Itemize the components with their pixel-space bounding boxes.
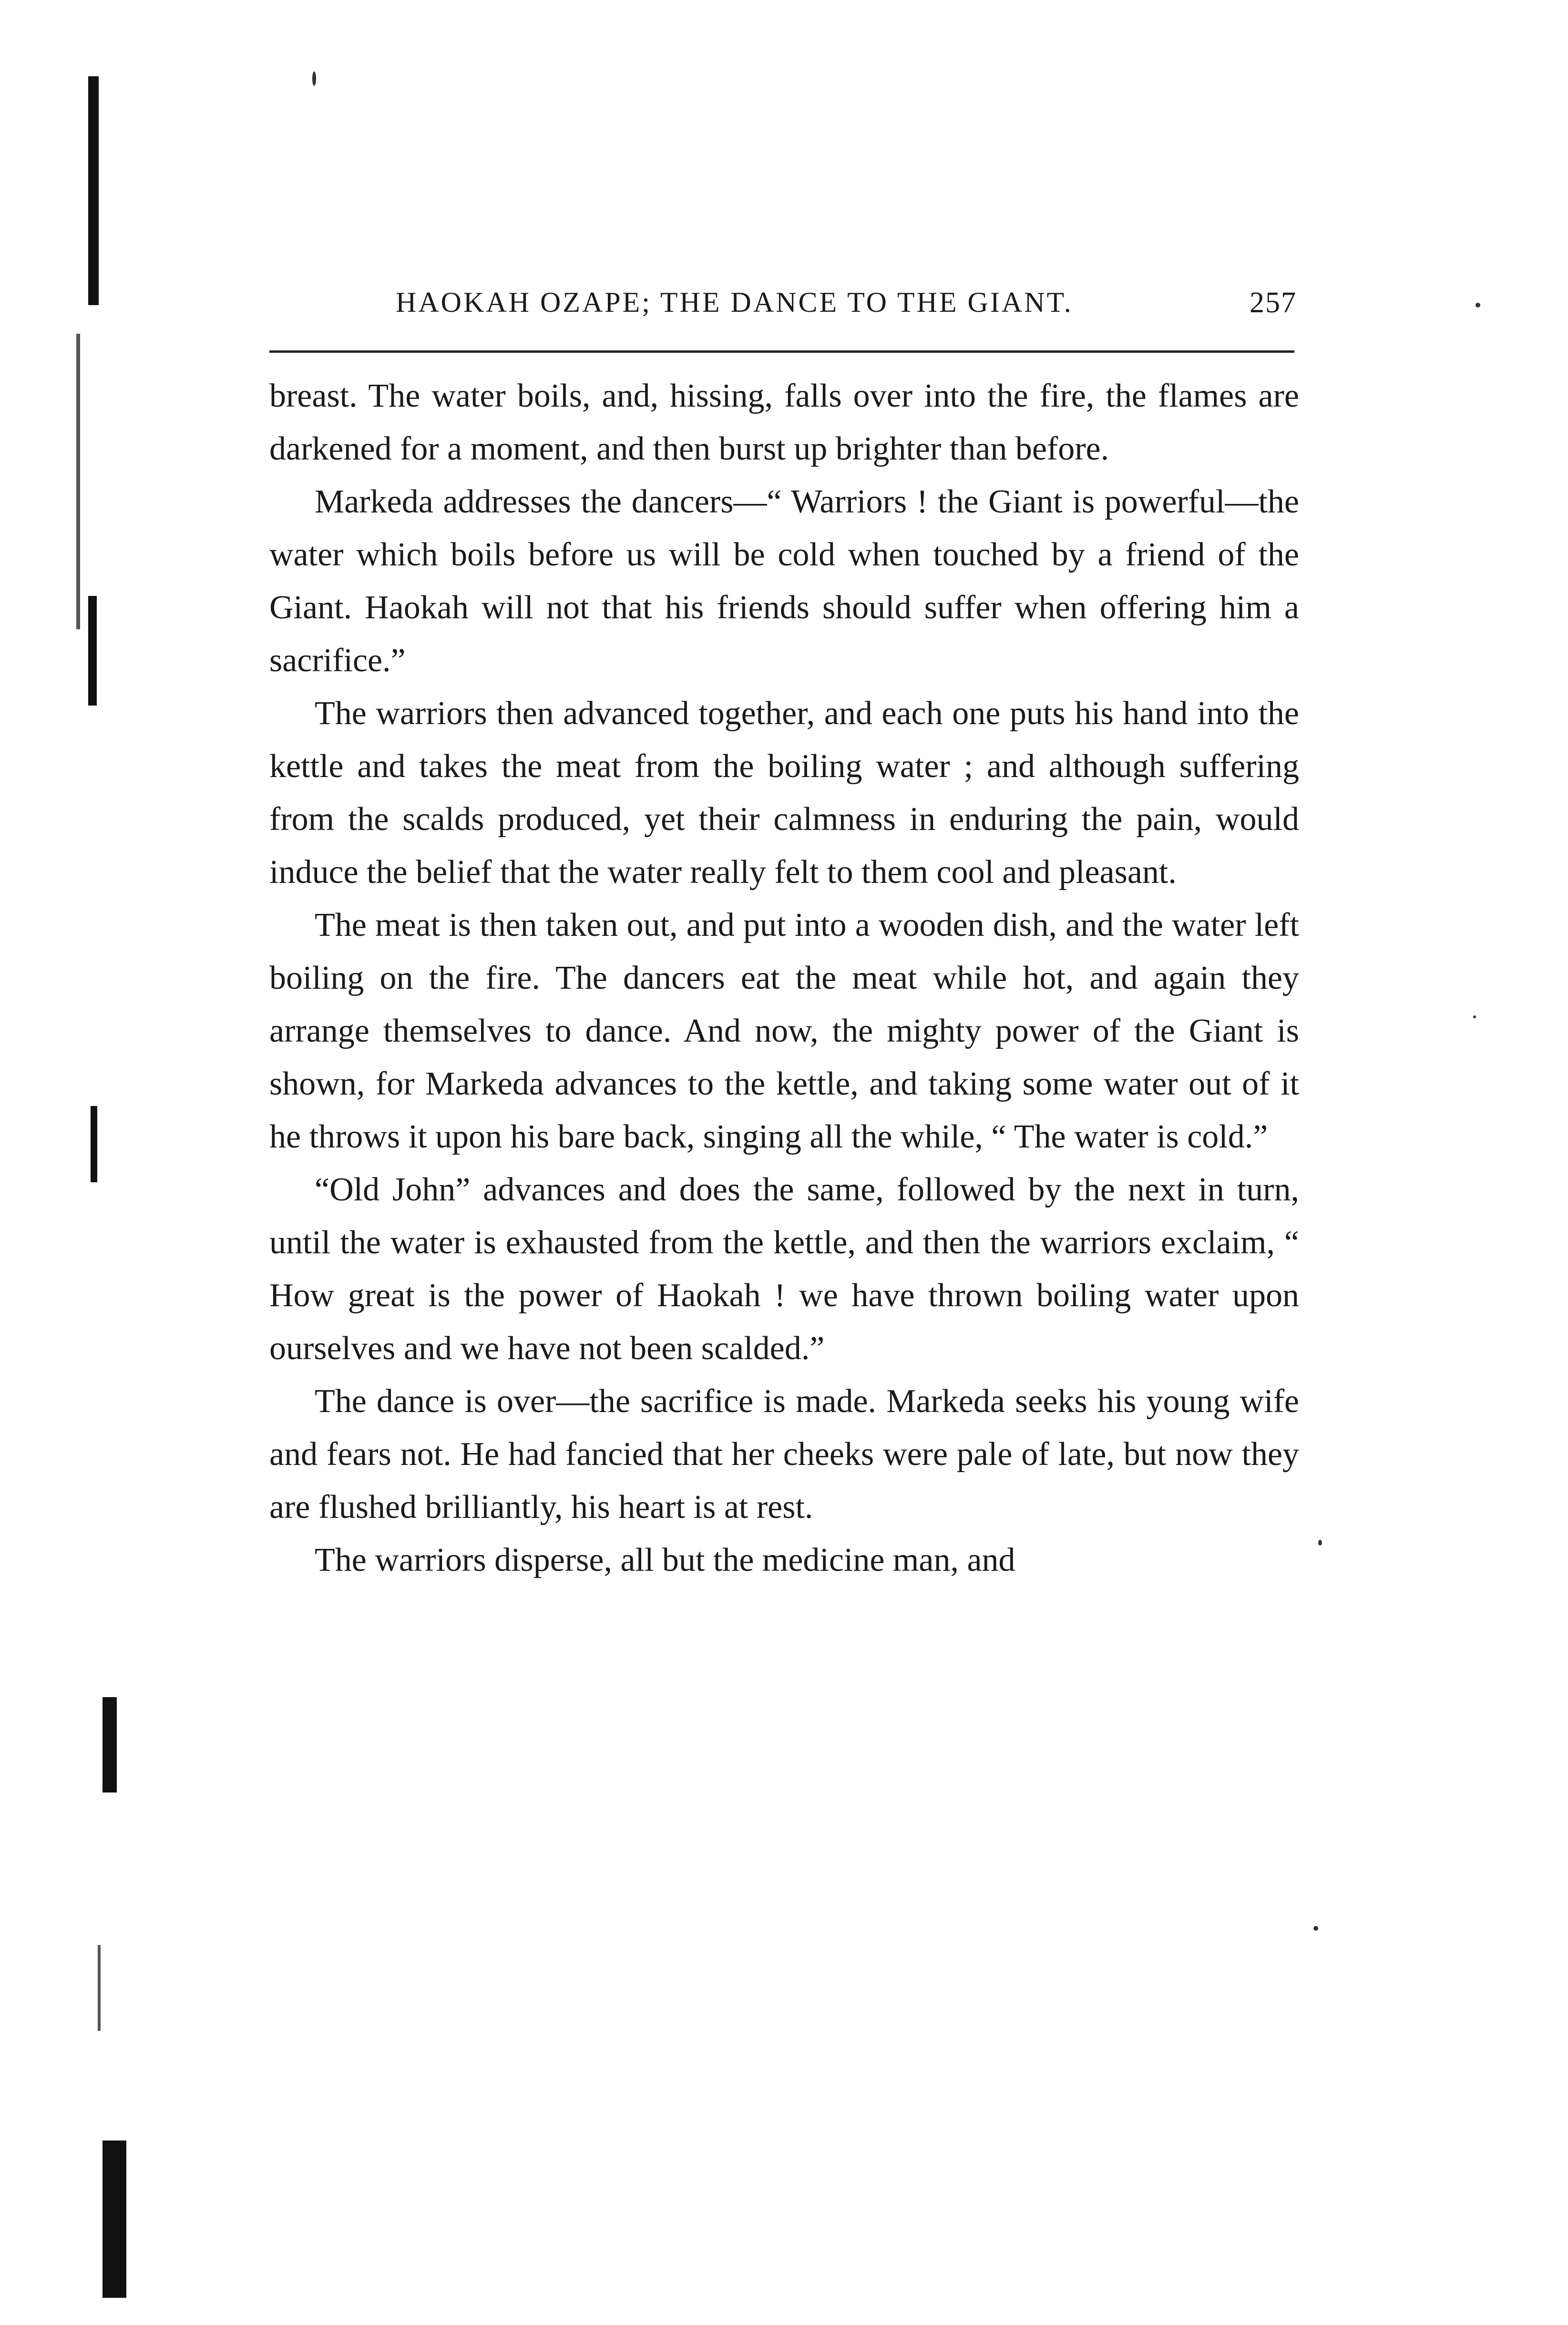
ink-speck	[1473, 1015, 1476, 1018]
paragraph: The dance is over—the sacrifice is made. Markeda seeks his young wife and fears not. He had fancied that her cheeks were pale of late, but now they are flushed brilliantly, his heart is at rest.	[269, 1383, 1299, 1526]
paragraph: breast. The water boils, and, hissing, falls over into the fire, the flames are darkened for a moment, and then burst up brighter than before.	[269, 378, 1299, 467]
paragraph: The meat is then taken out, and put into a wooden dish, and the water left boiling on the fire. The dancers eat the meat while hot, and again they arrange themselves to dance. And now, the mighty power of the Giant is shown, for Markeda advances to the kettle, and taking some water out of it he throws it upon his bare back, singing all the while, “ The water is cold.”	[269, 907, 1299, 1155]
binding-edge-mark	[98, 1945, 101, 2031]
ink-speck	[312, 72, 316, 86]
ink-speck	[1476, 303, 1480, 307]
page-number: 257	[1250, 287, 1297, 319]
paragraph: “Old John” advances and does the same, followed by the next in turn, until the water is exhausted from the kettle, and then the warriors exclaim, “ How great is the power of Haokah ! we have thrown boiling water upon ourselves and we have not been scalded.”	[269, 1171, 1299, 1367]
binding-edge-mark	[76, 334, 80, 629]
paragraph: The warriors disperse, all but the medicine man, and	[315, 1542, 1015, 1578]
paragraph: The warriors then advanced together, and each one puts his hand into the kettle and takes the meat from the boiling water ; and although suffering from the scalds produced, yet their calmness in enduring the pain, would induce the belief that the water really felt to them cool and pleasant.	[269, 695, 1299, 891]
body-text	[269, 369, 1299, 1587]
running-head: HAOKAH OZAPE; THE DANCE TO THE GIANT.	[396, 287, 1073, 318]
header-rule	[269, 350, 1294, 353]
binding-edge-mark	[91, 1106, 97, 1182]
page-header	[267, 286, 1297, 324]
ink-speck	[1318, 1540, 1322, 1546]
paragraph: Markeda addresses the dancers—“ Warriors ! the Giant is powerful—the water which boils before us will be cold when touched by a friend of the Giant. Haokah will not that his friends should suffer when offering him a sacrifice.”	[269, 483, 1299, 679]
binding-edge-mark	[102, 2141, 126, 2298]
binding-edge-mark	[88, 76, 99, 305]
binding-edge-mark	[88, 596, 97, 706]
ink-speck	[1313, 1926, 1318, 1931]
binding-edge-mark	[102, 1697, 117, 1792]
